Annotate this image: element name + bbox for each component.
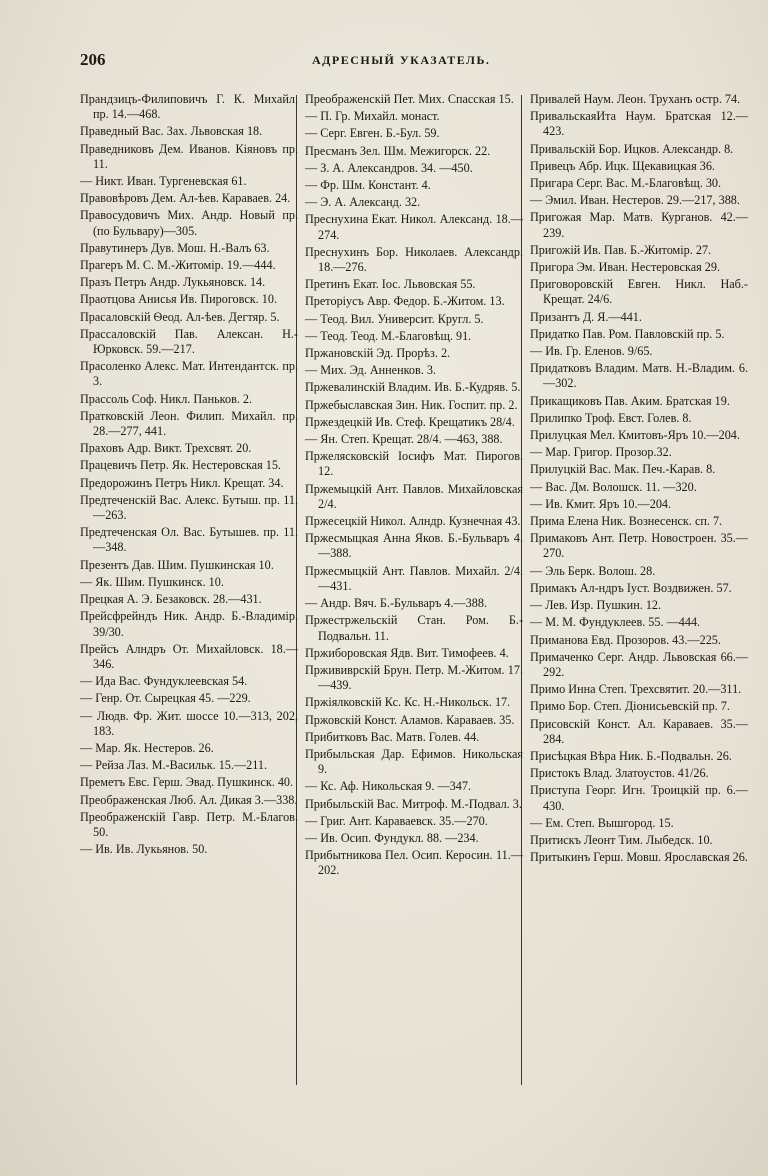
- directory-entry: Привальскій Бор. Ицков. Александр. 8.: [530, 141, 734, 156]
- directory-entry: Пржіялковскій Кс. Кс. Н.-Никольск. 17.: [305, 695, 511, 710]
- directory-entry: — Ив. Осип. Фундукл. 88. —234.: [305, 830, 479, 845]
- directory-entry: — Кс. Аф. Никольская 9. —347.: [305, 779, 471, 794]
- directory-entry: Пржебыславская Зин. Ник. Госпит. пр. 2.: [305, 397, 518, 412]
- directory-entry: Пригожій Ив. Пав. Б.-Житомір. 27.: [530, 242, 712, 257]
- directory-entry: Пржевалинскій Владим. Ив. Б.-Кудряв. 5.: [305, 380, 521, 395]
- page-number: 206: [80, 50, 106, 69]
- directory-entry: ПривальскаяИта Наум. Братская 12.—423.: [530, 109, 748, 139]
- directory-entry: Преметъ Евс. Герш. Эвад. Пушкинск. 40.: [80, 775, 294, 790]
- directory-entry: Пржесмыцкій Ант. Павлов. Михайл. 2/4.—431.: [305, 563, 523, 593]
- directory-entry: — Эль Берк. Волош. 28.: [530, 563, 656, 578]
- directory-entry: Прилипко Троф. Евст. Голев. 8.: [530, 410, 692, 425]
- directory-entry: Примаковъ Ант. Петр. Новостроен. 35.—270.: [530, 531, 748, 561]
- directory-entry: Пржестржельскій Стан. Ром. Б.-Подвальн. 11.: [305, 613, 523, 643]
- directory-entry: Прибыльская Дар. Ефимов. Никольская 9.: [305, 746, 523, 777]
- directory-entry: Претинъ Екат. Іос. Львовская 55.: [305, 277, 476, 292]
- directory-entry: Прибытникова Пел. Осип. Керосин. 11.—202.: [305, 848, 523, 878]
- directory-entry: Пржемыцкій Ант. Павлов. Михайловская 2/4.: [305, 481, 523, 511]
- directory-entry: Преторіусъ Авр. Федор. Б.-Житом. 13.: [305, 294, 505, 309]
- directory-entry: Правутинеръ Дув. Мош. Н.-Валъ 63.: [80, 240, 270, 255]
- directory-entry: Примакъ Ал-ндръ Іуст. Воздвижен. 57.: [530, 580, 732, 595]
- directory-entry: Присѣцкая Вѣра Ник. Б.-Подвальн. 26.: [530, 748, 732, 763]
- directory-entry: — Ем. Степ. Вышгород. 15.: [530, 815, 674, 830]
- directory-entry: Прассаловскій Пав. Алексан. Н.-Юрковск. 59.—217.: [80, 326, 298, 357]
- directory-entry: Пржиборовская Ядв. Вит. Тимофеев. 4.: [305, 645, 509, 660]
- directory-entry: — Ида Вас. Фундуклеевская 54.: [80, 674, 248, 689]
- directory-entry: — Ив. Кмит. Яръ 10.—204.: [530, 496, 672, 511]
- directory-entry: Праховъ Адр. Викт. Трехсвят. 20.: [80, 441, 252, 456]
- directory-entry: Праведный Вас. Зах. Львовская 18.: [80, 124, 263, 139]
- running-title: АДРЕСНЫЙ УКАЗАТЕЛЬ.: [312, 53, 491, 67]
- directory-entry: Презентъ Дав. Шим. Пушкинская 10.: [80, 557, 274, 572]
- directory-entry: — Мар. Як. Нестеров. 26.: [80, 740, 214, 755]
- directory-entry: — Теод. Теод. М.-Благовѣщ. 91.: [305, 328, 472, 343]
- directory-entry: — Як. Шим. Пушкинск. 10.: [80, 574, 224, 589]
- directory-entry: — Рейза Лаз. М.-Васильк. 15.—211.: [80, 758, 268, 773]
- directory-entry: Прима Елена Ник. Вознесенск. сп. 7.: [530, 514, 723, 529]
- directory-entry: Пржелясковскій Іосифъ Мат. Пирогов. 12.: [305, 449, 523, 479]
- directory-entry: Примаченко Серг. Андр. Львовская 66.—292.: [530, 649, 748, 679]
- directory-entry: Примо Инна Степ. Трехсвятит. 20.—311.: [530, 682, 742, 697]
- directory-entry: Правовѣровъ Дем. Ал-ѣев. Караваев. 24.: [80, 191, 291, 206]
- directory-entry: Предтеченскій Вас. Алекс. Бутыш. пр. 11.—263.: [80, 492, 298, 523]
- directory-entry: Пригара Серг. Вас. М.-Благовѣщ. 30.: [530, 176, 722, 191]
- directory-entry: Преснухина Екат. Никол. Александ. 18.—274.: [305, 212, 523, 242]
- directory-entry: Прасаловскій Ѳеод. Ал-ѣев. Дегтяр. 5.: [80, 309, 280, 324]
- directory-entry: Прибитковъ Вас. Матв. Голев. 44.: [305, 729, 480, 744]
- directory-entry: — Людв. Фр. Жит. шоссе 10.—313, 202, 183.: [80, 708, 298, 738]
- column-left: [80, 92, 298, 859]
- directory-entry: Пратковскій Леон. Филип. Михайл. пр. 28.—277, 441.: [80, 408, 298, 439]
- directory-entry: Пресманъ Зел. Шм. Межигорск. 22.: [305, 143, 491, 158]
- directory-entry: Привецъ Абр. Ицк. Щекавицкая 36.: [530, 158, 715, 173]
- directory-entry: — З. А. Александров. 34. —450.: [305, 160, 473, 175]
- directory-entry: Прасоленко Алекс. Мат. Интендантск. пр. 3.: [80, 359, 298, 389]
- directory-entry: — Э. А. Александ. 32.: [305, 195, 421, 210]
- directory-entry: Пржививрскій Брун. Петр. М.-Житом. 17.—439.: [305, 662, 523, 693]
- directory-entry: Примо Бор. Степ. Діонисьевскій пр. 7.: [530, 699, 730, 714]
- directory-entry: Праведниковъ Дем. Иванов. Кіяновъ пр. 11.: [80, 141, 298, 171]
- directory-entry: — Ян. Степ. Крещат. 28/4. —463, 388.: [305, 432, 503, 447]
- directory-entry: Праотцова Анисья Ив. Пироговск. 10.: [80, 292, 277, 307]
- column-right: [530, 92, 748, 867]
- directory-entry: Правосудовичъ Мих. Андр. Новый пр. (по Бульвару)—305.: [80, 208, 298, 238]
- directory-entry: — Лев. Изр. Пушкин. 12.: [530, 598, 662, 613]
- directory-entry: Прейсъ Алндръ От. Михайловск. 18.—346.: [80, 641, 298, 671]
- directory-entry: Пристокъ Влад. Златоустов. 41/26.: [530, 766, 709, 781]
- directory-entry: Прилуцкій Вас. Мак. Печ.-Карав. 8.: [530, 462, 716, 477]
- directory-entry: Предорожинъ Петръ Никл. Крещат. 34.: [80, 475, 284, 490]
- directory-entry: Преображенскій Гавр. Петр. М.-Благов. 50.: [80, 809, 298, 839]
- directory-entry: Преображенская Люб. Ал. Дикая 3.—338.: [80, 792, 298, 807]
- directory-entry: Прибыльскій Вас. Митроф. М.-Подвал. 3.: [305, 796, 522, 811]
- directory-entry: Прикащиковъ Пав. Аким. Братская 19.: [530, 393, 730, 408]
- directory-entry: Прандзицъ-Филиповичъ Г. К. Михайл. пр. 14.—468.: [80, 92, 298, 122]
- directory-entry: — Ив. Ив. Лукьянов. 50.: [80, 842, 208, 857]
- page-header: [80, 50, 700, 72]
- directory-entry: Пржездецкій Ив. Стеф. Крещатикъ 28/4.: [305, 414, 515, 429]
- directory-entry: Пригора Эм. Иван. Нестеровская 29.: [530, 260, 721, 275]
- directory-entry: Прагеръ М. С. М.-Житомір. 19.—444.: [80, 258, 276, 273]
- column-middle: [305, 92, 523, 881]
- directory-entry: — П. Гр. Михайл. монаст.: [305, 109, 440, 124]
- directory-entry: Прейсфрейндъ Ник. Андр. Б.-Владимір. 39/30.: [80, 609, 298, 639]
- directory-entry: Прассоль Соф. Никл. Паньков. 2.: [80, 391, 253, 406]
- directory-entry: Прилуцкая Мел. Кмитовъ-Яръ 10.—204.: [530, 428, 740, 443]
- directory-entry: Придатковъ Владим. Матв. Н.-Владим. 6.—302.: [530, 361, 748, 391]
- directory-entry: Приманова Евд. Прозоров. 43.—225.: [530, 632, 721, 647]
- directory-entry: Приступа Георг. Игн. Троицкій пр. 6.—430.: [530, 783, 748, 813]
- directory-entry: Пржовскій Конст. Аламов. Караваев. 35.: [305, 712, 515, 727]
- directory-entry: Присовскій Конст. Ал. Караваев. 35.—284.: [530, 716, 748, 746]
- directory-entry: Преображенскій Пет. Мих. Спасская 15.: [305, 92, 514, 106]
- directory-entry: — Эмил. Иван. Нестеров. 29.—217, 388.: [530, 193, 740, 208]
- directory-entry: — Вас. Дм. Волошск. 11. —320.: [530, 479, 697, 494]
- directory-entry: Притискъ Леонт Тим. Лыбедск. 10.: [530, 832, 713, 847]
- directory-entry: Прецкая А. Э. Безаковск. 28.—431.: [80, 592, 262, 607]
- directory-entry: — Андр. Вяч. Б.-Бульваръ 4.—388.: [305, 596, 488, 611]
- directory-entry: Приговоровскій Евген. Никл. Наб.-Крещат. 24/6.: [530, 277, 748, 307]
- directory-entry: Призантъ Д. Я.—441.: [530, 309, 642, 324]
- directory-entry: Притыкинъ Герш. Мовш. Ярославская 26.: [530, 850, 748, 865]
- directory-entry: — Никт. Иван. Тургеневская 61.: [80, 174, 247, 189]
- directory-entry: Працевичъ Петр. Як. Нестеровская 15.: [80, 458, 281, 473]
- directory-entry: — Григ. Ант. Караваевск. 35.—270.: [305, 813, 488, 828]
- directory-entry: — Теод. Вил. Университ. Кругл. 5.: [305, 311, 484, 326]
- directory-entry: — Серг. Евген. Б.-Бул. 59.: [305, 126, 440, 141]
- directory-entry: Придатко Пав. Ром. Павловскій пр. 5.: [530, 326, 725, 341]
- directory-entry: Преснухинъ Бор. Николаев. Александр. 18.—276.: [305, 244, 523, 275]
- directory-entry: — Фр. Шм. Констант. 4.: [305, 178, 431, 193]
- directory-entry: Пржановскій Эд. Прорѣз. 2.: [305, 346, 451, 361]
- directory-entry: — М. М. Фундуклеев. 55. —444.: [530, 615, 701, 630]
- directory-entry: Празъ Петръ Андр. Лукьяновск. 14.: [80, 275, 266, 290]
- directory-entry: — Генр. От. Сырецкая 45. —229.: [80, 691, 251, 706]
- directory-entry: Пржесмыцкая Анна Яков. Б.-Бульваръ 4.—388.: [305, 531, 523, 561]
- directory-entry: Предтеченская Ол. Вас. Бутышев. пр. 11.—348.: [80, 525, 298, 555]
- directory-entry: — Ив. Гр. Еленов. 9/65.: [530, 344, 653, 359]
- directory-entry: — Мар. Григор. Прозор.32.: [530, 445, 672, 460]
- directory-entry: Пригожая Мар. Матв. Курганов. 42.—239.: [530, 210, 748, 240]
- directory-entry: — Мих. Эд. Анненков. 3.: [305, 363, 436, 378]
- directory-entry: Привалей Наум. Леон. Труханъ остр. 74.: [530, 92, 741, 106]
- directory-entry: Пржесецкій Никол. Алндр. Кузнечная 43.: [305, 514, 521, 529]
